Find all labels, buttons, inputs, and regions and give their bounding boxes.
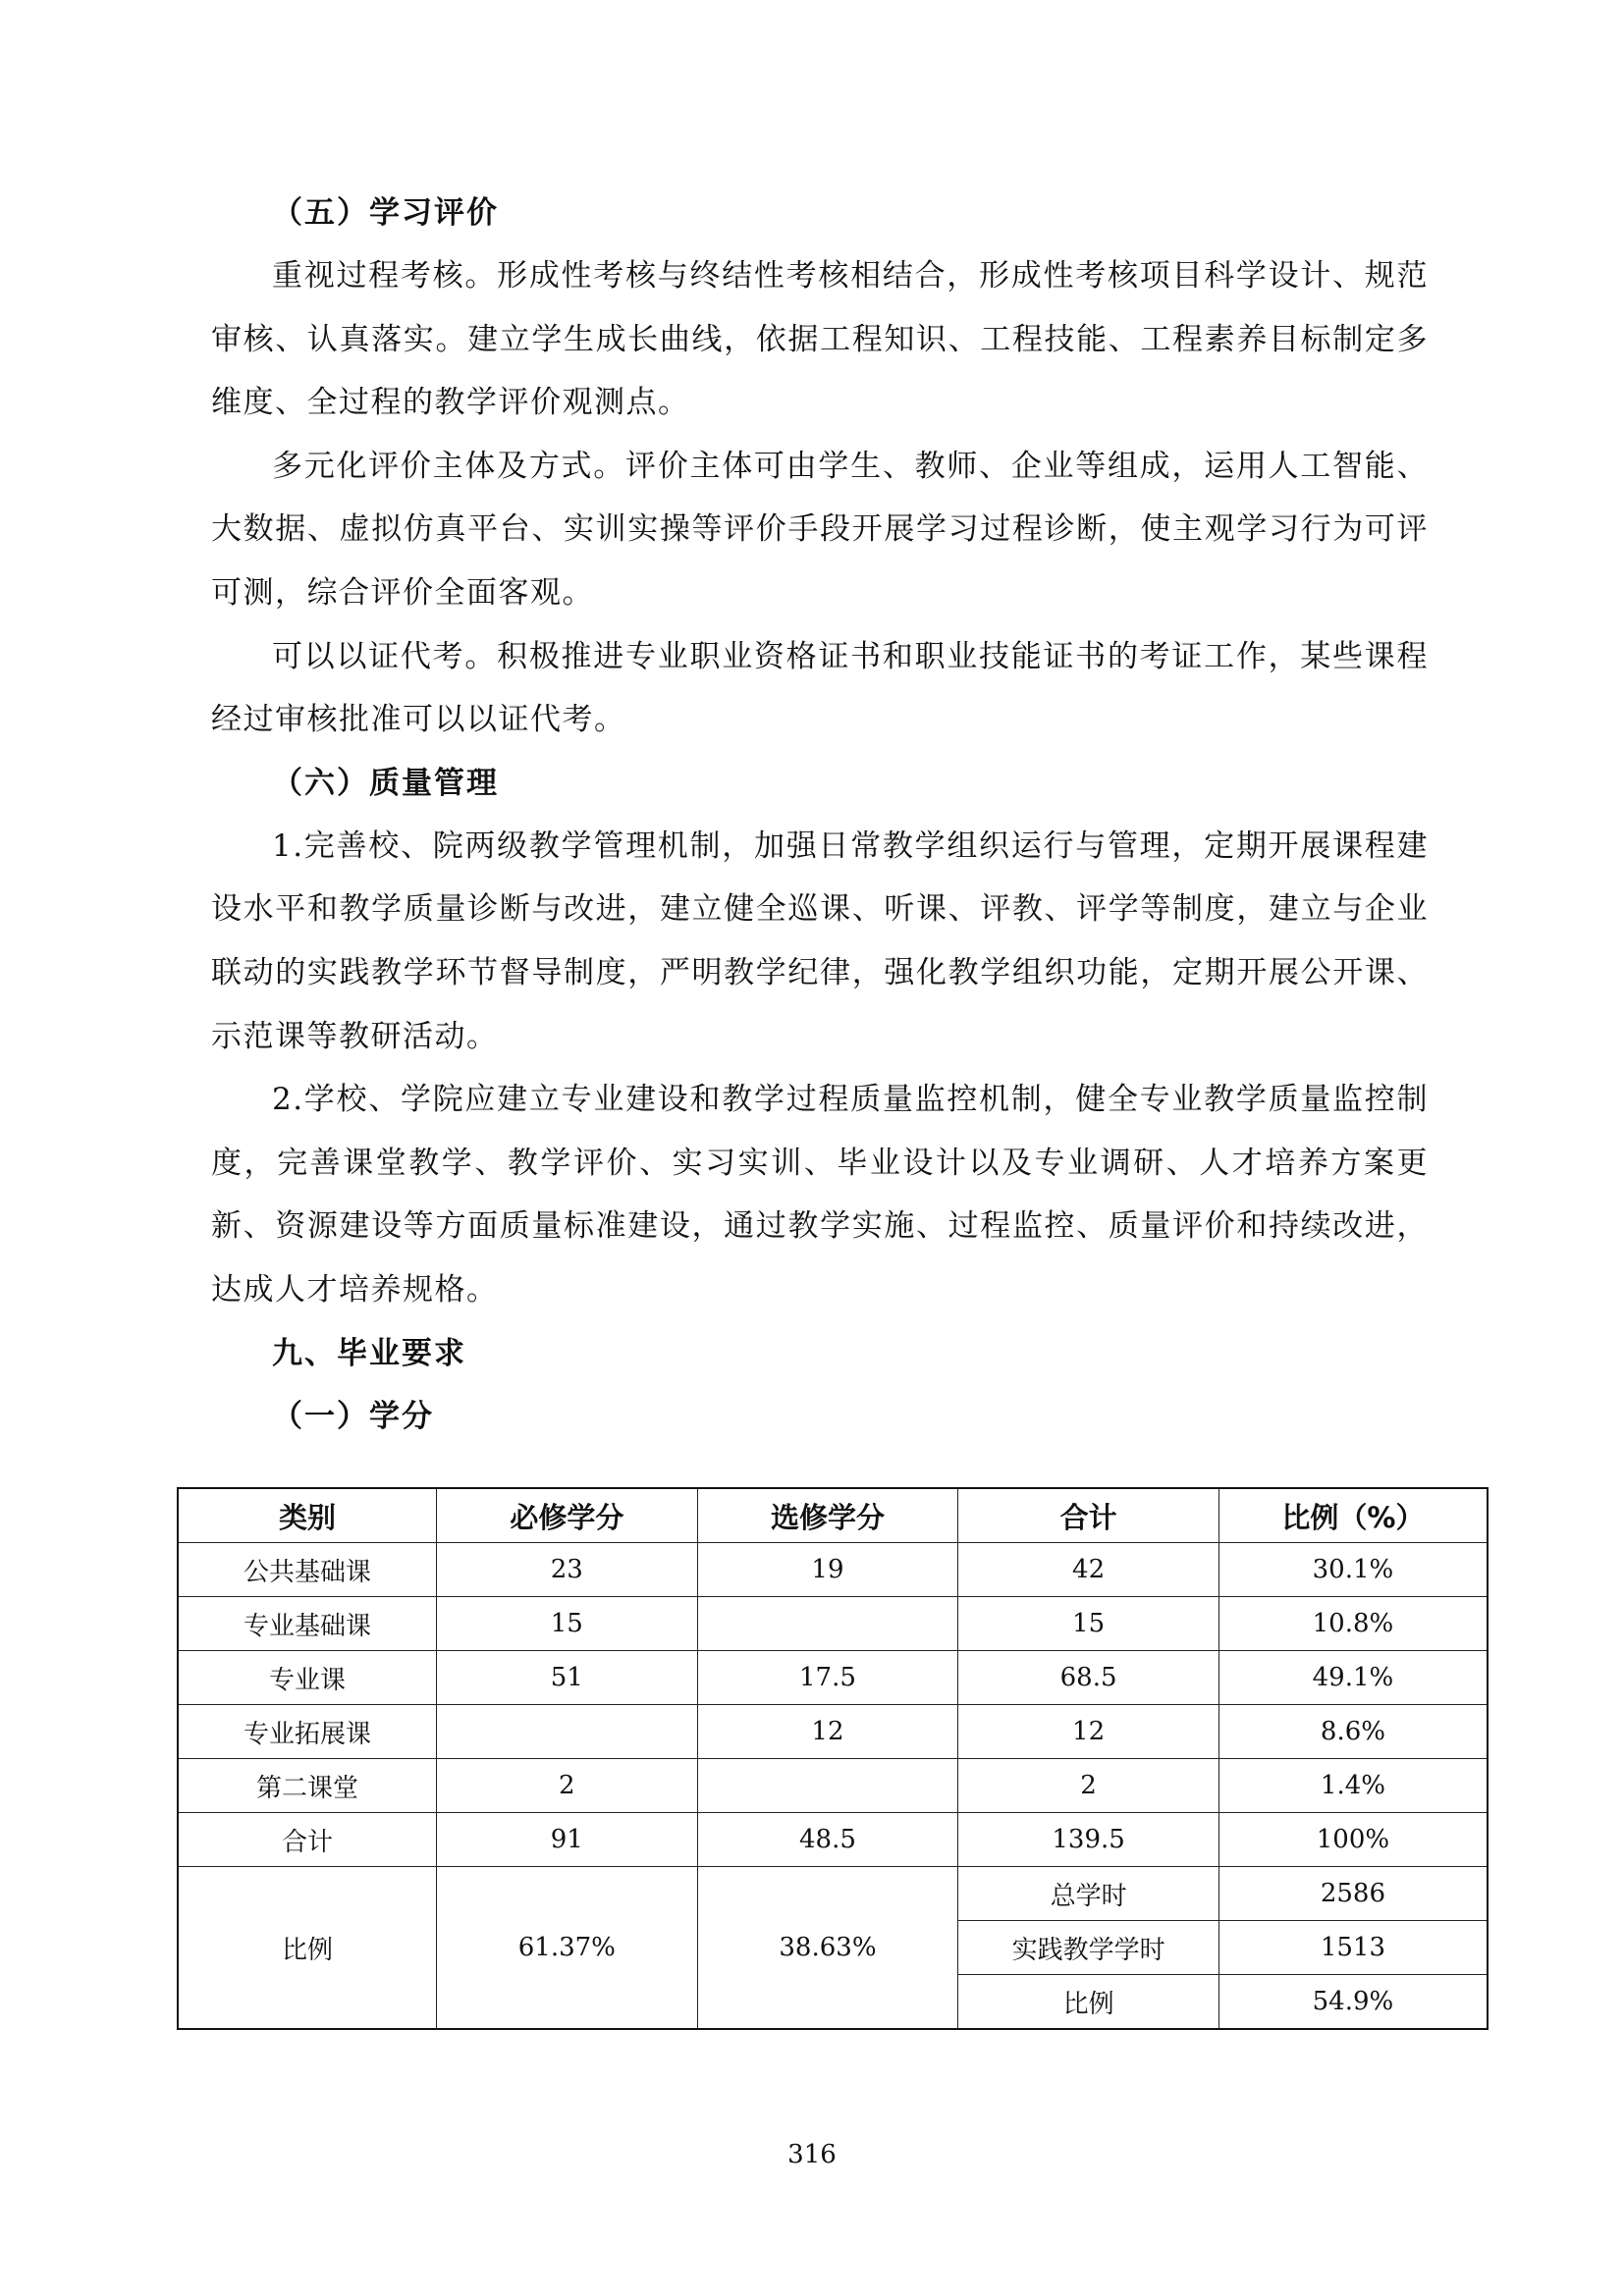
table-cell: 2	[958, 1759, 1219, 1813]
table-cell: 38.63%	[697, 1867, 958, 2030]
table-cell: 比例	[958, 1975, 1219, 2030]
table-cell: 48.5	[697, 1813, 958, 1867]
table-cell: 100%	[1218, 1813, 1488, 1867]
table-row	[178, 1705, 1488, 1759]
table-cell: 8.6%	[1218, 1705, 1488, 1759]
table-cell: 49.1%	[1218, 1651, 1488, 1705]
table-cell: 42	[958, 1543, 1219, 1597]
table-cell: 合计	[178, 1813, 437, 1867]
table-cell: 专业拓展课	[178, 1705, 437, 1759]
table-cell: 10.8%	[1218, 1597, 1488, 1651]
table-cell: 61.37%	[437, 1867, 698, 2030]
table-cell	[697, 1759, 958, 1813]
paragraph: 多元化评价主体及方式。评价主体可由学生、教师、企业等组成，运用人工智能、大数据、虚拟仿真平台、实训实操等评价手段开展学习过程诊断，使主观学习行为可评可测，综合评价全面客观。	[211, 448, 1429, 611]
header-cell: 必修学分	[437, 1488, 698, 1543]
paragraph: 2.学校、学院应建立专业建设和教学过程质量监控机制，健全专业教学质量监控制度，完善课堂教学、教学评价、实习实训、毕业设计以及专业调研、人才培养方案更新、资源建设等方面质量标准建设，通过教学实施、过程监控、质量评价和持续改进，达成人才培养规格。	[211, 1082, 1429, 1308]
chapter-heading-graduation-requirements: 九、毕业要求	[272, 1335, 466, 1371]
paragraph: 1.完善校、院两级教学管理机制，加强日常教学组织运行与管理，定期开展课程建设水平和教学质量诊断与改进，建立健全巡课、听课、评教、评学等制度，建立与企业联动的实践教学环节督导制度，严明教学纪律，强化教学组织功能，定期开展公开课、示范课等教研活动。	[211, 828, 1429, 1054]
table-row	[178, 1759, 1488, 1813]
header-cell: 比例（%）	[1218, 1488, 1488, 1543]
header-cell: 合计	[958, 1488, 1219, 1543]
table-row-total	[178, 1813, 1488, 1867]
table-cell: 2	[437, 1759, 698, 1813]
table-cell: 15	[958, 1597, 1219, 1651]
table-cell: 30.1%	[1218, 1543, 1488, 1597]
section-heading-learning-evaluation: （五）学习评价	[272, 195, 499, 231]
table-cell: 15	[437, 1597, 698, 1651]
paragraph: 重视过程考核。形成性考核与终结性考核相结合，形成性考核项目科学设计、规范审核、认真落实。建立学生成长曲线，依据工程知识、工程技能、工程素养目标制定多维度、全过程的教学评价观测点。	[211, 258, 1429, 421]
table-cell: 12	[958, 1705, 1219, 1759]
table-row-ratio	[178, 1867, 1488, 1921]
table-cell: 12	[697, 1705, 958, 1759]
header-cell: 类别	[178, 1488, 437, 1543]
document-body	[211, 182, 1429, 1448]
table-cell: 139.5	[958, 1813, 1219, 1867]
header-cell: 选修学分	[697, 1488, 958, 1543]
table-cell: 51	[437, 1651, 698, 1705]
table-cell: 19	[697, 1543, 958, 1597]
table-cell: 54.9%	[1218, 1975, 1488, 2030]
page-number: 316	[787, 2140, 837, 2169]
table-cell: 专业基础课	[178, 1597, 437, 1651]
table-cell: 23	[437, 1543, 698, 1597]
table-cell: 比例	[178, 1867, 437, 2030]
table-cell: 总学时	[958, 1867, 1219, 1921]
table-cell: 专业课	[178, 1651, 437, 1705]
table-cell: 91	[437, 1813, 698, 1867]
table-row	[178, 1651, 1488, 1705]
table-cell: 实践教学学时	[958, 1921, 1219, 1975]
table-cell: 1.4%	[1218, 1759, 1488, 1813]
paragraph: 可以以证代考。积极推进专业职业资格证书和职业技能证书的考证工作，某些课程经过审核批准可以以证代考。	[211, 638, 1429, 738]
table-cell: 68.5	[958, 1651, 1219, 1705]
table-cell: 公共基础课	[178, 1543, 437, 1597]
table-header-row	[178, 1488, 1488, 1543]
table-cell: 17.5	[697, 1651, 958, 1705]
section-heading-credits: （一）学分	[272, 1398, 434, 1434]
section-heading-quality-management: （六）质量管理	[272, 765, 499, 801]
table-row	[178, 1543, 1488, 1597]
table-cell: 1513	[1218, 1921, 1488, 1975]
table-cell: 2586	[1218, 1867, 1488, 1921]
credits-table	[177, 1487, 1489, 2030]
table-cell	[437, 1705, 698, 1759]
table-cell: 第二课堂	[178, 1759, 437, 1813]
table-cell	[697, 1597, 958, 1651]
table-row	[178, 1597, 1488, 1651]
